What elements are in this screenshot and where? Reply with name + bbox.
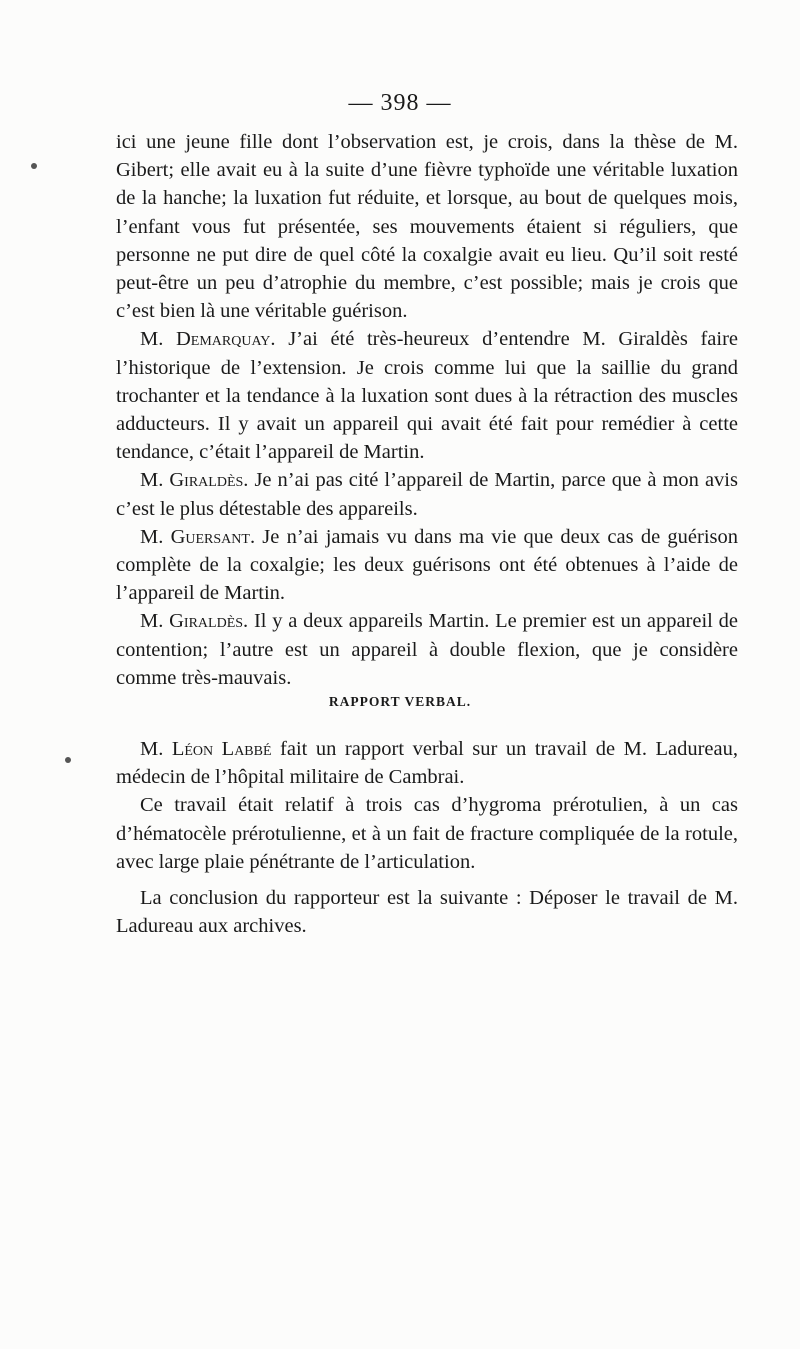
speaker-name: M. Giraldès. xyxy=(140,610,249,633)
section-heading: RAPPORT VERBAL. xyxy=(328,694,472,709)
paragraph xyxy=(116,466,738,522)
margin-ink-dot xyxy=(31,163,37,169)
paragraph-text: Ce travail était relatif à trois cas d’hygroma prérotulien, à un cas d’hématocèle prérotulienne, et à un fait de fracture compliquée de la rotule, avec large plaie pénétrante de l’articulation. xyxy=(116,794,738,873)
paragraph xyxy=(116,735,738,791)
paragraph xyxy=(116,523,738,608)
report-text xyxy=(116,735,738,876)
speaker-name: M. Léon Labbé xyxy=(140,738,272,760)
discussion-text xyxy=(116,128,738,692)
paragraph-text: Je n’ai jamais vu dans ma vie que deux cas de guérison complète de la coxalgie; les deux guérisons ont été obtenues à l’aide de l’appareil de Martin. xyxy=(116,525,739,605)
margin-ink-dot xyxy=(65,757,71,763)
paragraph-text: fait un rapport verbal sur un travail de M. Ladureau, médecin de l’hôpital militaire de Cambrai. xyxy=(116,738,738,789)
paragraph-text: La conclusion du rapporteur est la suivante : Déposer le travail de M. Ladureau aux archives. xyxy=(116,887,738,938)
paragraph xyxy=(116,325,738,466)
paragraph xyxy=(116,128,738,325)
page-number: — 398 — xyxy=(348,90,452,116)
paragraph-text: Je n’ai pas cité l’appareil de Martin, parce que à mon avis c’est le plus détestable des appareils. xyxy=(116,469,738,520)
paragraph-text: ici une jeune fille dont l’observation est, je crois, dans la thèse de M. Gibert; elle avait eu à la suite d’une fièvre typhoïde une véritable luxation de la hanche; la luxation fut réduite, et lorsque, au bout de quelques mois, l’enfant vous fut présentée, ses mouvements étaient si réguliers, que personne ne put dire de quel côté la coxalgie avait eu lieu. Qu’il soit resté peut-être un peu d’atrophie du membre, c’est possible; mais je crois que c’est bien là une véritable guérison. xyxy=(116,131,738,323)
speaker-name: M. Demarquay. xyxy=(140,328,276,351)
paragraph-text: Il y a deux appareils Martin. Le premier est un appareil de contention; l’autre est un appareil à double flexion, que je considère comme très-mauvais. xyxy=(116,610,738,689)
paragraph xyxy=(116,607,738,692)
speaker-name: M. Guersant. xyxy=(140,525,256,548)
speaker-name: M. Giraldès. xyxy=(140,469,249,492)
paragraph xyxy=(116,884,738,940)
paragraph xyxy=(116,791,738,876)
paragraph-text: J’ai été très-heureux d’entendre M. Giraldès faire l’historique de l’extension. Je crois comme lui que la saillie du grand trochanter et la tendance à la luxation sont dues à la rétraction des muscles adducteurs. Il y avait un appareil qui avait été fait pour remédier à cette tendance, c’était l’appareil de Martin. xyxy=(116,328,739,464)
conclusion-text xyxy=(116,884,738,940)
